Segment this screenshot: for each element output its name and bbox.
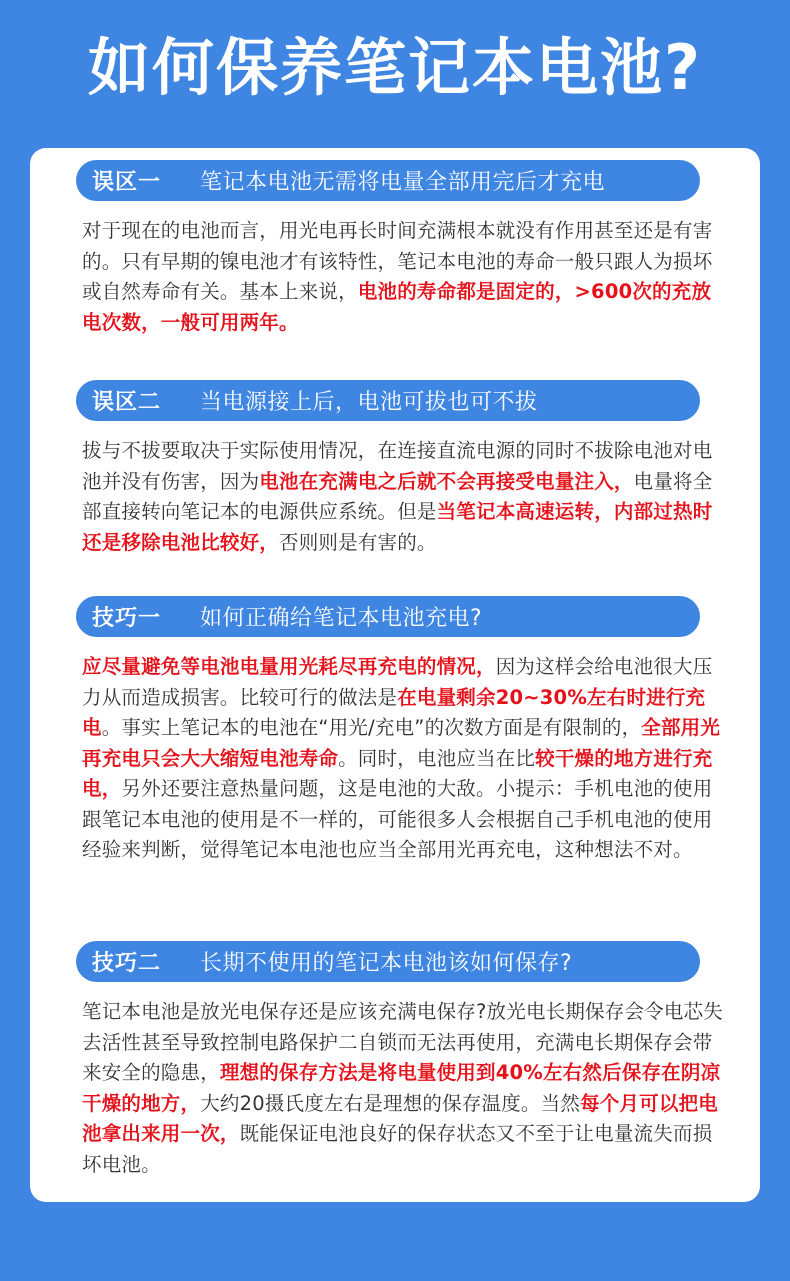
highlight-text: 电池的寿命都是固定的，>600次的充放电次数，一般可用两年。 [82,280,712,334]
section-tag: 误区二 [92,390,162,415]
section-tag: 误区一 [92,170,162,195]
section-heading: 笔记本电池无需将电量全部用完后才充电 [200,170,606,195]
highlight-text: 当笔记本高速运转，内部过热时还是移除电池比较好， [82,500,713,554]
body-text: 既能保证电池良好的保存状态又不至于让电量流失而损坏电池。 [82,1122,713,1176]
content-card [30,148,760,1202]
body-text: 另外还要注意热量问题，这是电池的大敌。小提示：手机电池的使用跟笔记本电池的使用是不一样的，可能很多人会根据自己手机电池的使用经验来判断，觉得笔记本电池也应当全部用光再充电，这种想法不对。 [82,777,713,861]
highlight-text: 每个月可以把电池拿出来用一次， [82,1091,718,1145]
body-text: 。同时，电池应当在比 [338,746,536,770]
highlight-text: 电池在充满电之后就不会再接受电量注入， [259,469,634,493]
highlight-text: 理想的保存方法是将电量使用到40%左右然后保存在阴凉干燥的地方， [82,1061,721,1115]
highlight-text: 较干燥的地方进行充电， [82,746,713,800]
section-body [82,997,724,1180]
section-heading: 如何正确给笔记本电池充电? [200,606,483,631]
section-header [76,160,700,201]
highlight-text: 在电量剩余20~30%左右时进行充电 [82,685,706,739]
body-text: 大约20摄氏度左右是理想的保存温度。当然 [200,1091,581,1115]
section-body [82,652,724,866]
body-text: 因为这样会给电池很大压力从而造成损害。比较可行的做法是 [82,655,713,709]
section-body [82,436,724,558]
highlight-text: 应尽量避免等电池电量用光耗尽再充电的情况， [82,655,496,678]
body-text: 笔记本电池是放光电保存还是应该充满电保存?放光电长期保存会令电芯失去活性甚至导致控制电路保护二自锁而无法再使用，充满电长期保存会带来安全的隐患， [82,1000,723,1084]
section-header [76,380,700,421]
section-tag: 技巧二 [92,951,162,976]
body-text: 否则则是有害的。 [279,530,437,554]
section-tag: 技巧一 [92,606,162,631]
section-header [76,941,700,982]
section-heading: 长期不使用的笔记本电池该如何保存? [200,951,573,976]
page-title: 如何保养笔记本电池? [88,31,702,104]
highlight-text: 全部用光再充电只会大大缩短电池寿命 [82,716,721,770]
body-text: 对于现在的电池而言，用光电再长时间充满根本就没有作用甚至还是有害的。只有早期的镍电池才有该特性，笔记本电池的寿命一般只跟人为损坏或自然寿命有关。基本上来说， [82,219,713,303]
body-text: 电量将全部直接转向笔记本的电源供应系统。但是 [82,469,713,523]
section-header [76,596,700,637]
body-text: 。事实上笔记本的电池在“用光/充电”的次数方面是有限制的， [101,716,642,739]
section-heading: 当电源接上后，电池可拔也可不拔 [200,390,538,415]
section-body [82,216,724,338]
body-text: 拔与不拔要取决于实际使用情况，在连接直流电源的同时不拔除电池对电池并没有伤害，因为 [82,439,713,493]
